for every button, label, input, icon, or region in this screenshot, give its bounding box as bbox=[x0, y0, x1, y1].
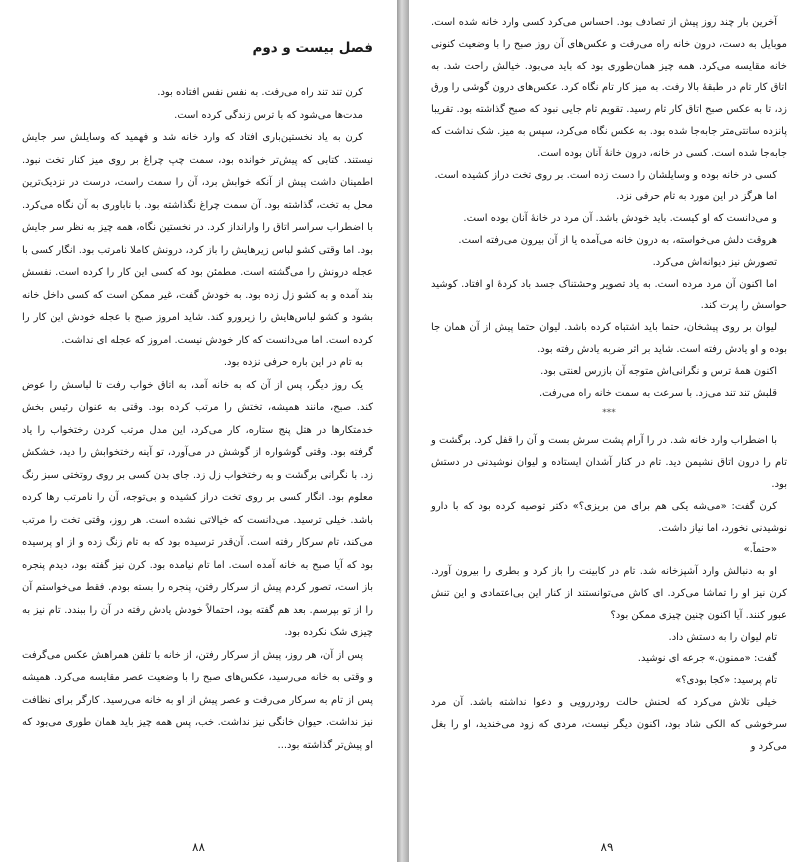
paragraph: پس از آن، هر روز، پیش از سرکار رفتن، از خانه با تلفن همراهش عکس می‌گرفت و وقتی به خانه می‌رسید، عکس‌های صبح را با وضعیت عصر مقایسه می‌کرد. همیشه پس از تام به سرکار می‌رفت و عصر پیش از او به خانه می‌رسید. کارگر برای نظافت نیز نداشت. حیوان خانگی نیز نداشت. خب، پس همه چیز باید همان طوری می‌بود که او پیش‌تر گذاشته بود... bbox=[22, 649, 373, 751]
paragraph: کرن گفت: «می‌شه یکی هم برای من بریزی؟» دکتر توصیه کرده بود که با دارو نوشیدنی نخورد، اما نیاز داشت. bbox=[431, 500, 787, 534]
paragraph: مدت‌ها می‌شود که با ترس زندگی کرده است. bbox=[174, 109, 363, 121]
page-number-left: ۸۸ bbox=[192, 840, 205, 854]
paragraph: گفت: «ممنون.» جرعه ای نوشید. bbox=[637, 653, 777, 665]
paragraph: و می‌دانست که او کیست. باید خودش باشد. آن مرد در خانهٔ آنان بوده است. bbox=[463, 213, 777, 225]
paragraph: یک روز دیگر، پس از آن که به خانه آمد، به اتاق خواب رفت تا لباسش را عوض کند. صبح، مانند همیشه، تختش را مرتب کرده بود. وقتی به عنوان رئیس بخش خدمتکارها در هتل پنج ستاره، کار می‌کرد، این مدل مرتب کردن رختخواب را یاد گرفته بود. وقتی گوشواره از گوشش در می‌آورد، تو آینه رختخوابش را دید، خشکش زد. با نگرانی برگشت و به رختخواب زل زد. جای بدن کسی بر روی روتختی سبز رنگ معلوم بود. انگار کسی بر روی تخت دراز کشیده و بی‌توجه، آن را نامرتب رها کرده باشد. خیلی ترسید. می‌دانست که خیالاتی نشده است. هر روز، وقتی تخت را مرتب می‌کند، تام سرکار رفته است. آن‌قدر ترسیده بود که به تام زنگ زده و از او پرسیده بود که آیا صبح به خانه آمده است. اما تام نیامده بود. کرن نیز گفته بود، دیدم پنجره باز است، تصور کردم پیش از سرکار رفتن، پنجره را بسته بودم. فقط می‌خواستم آن را از تو بپرسم. بعد هم گفته بود، احتمالاً خودش یادش رفته در آن را ببندد. تام نیز به چیزی شک نکرده بود. bbox=[22, 379, 373, 638]
paragraph: خیلی تلاش می‌کرد که لحنش حالت رودررویی و دعوا نداشته باشد. آن مرد سرخوشی که الکی شاد بود، اکنون دیگر نیست، مردی که زود می‌خندید، او را بغل می‌کرد و bbox=[431, 696, 787, 752]
left-page bbox=[0, 0, 397, 862]
paragraph: اکنون همهٔ ترس و نگرانی‌اش متوجه آن بازرس لعنتی بود. bbox=[540, 365, 777, 377]
paragraph: تام لیوان را به دستش داد. bbox=[668, 631, 777, 643]
chapter-title: فصل بیست و دوم bbox=[252, 40, 373, 56]
paragraph: کرن تند تند راه می‌رفت. به نفس نفس افتاده بود. bbox=[157, 87, 363, 98]
paragraph: اما اکنون آن مرد مرده است. به یاد تصویر وحشتناک جسد باد کردهٔ او افتاد. کوشید حواسش را پرت کند. bbox=[431, 278, 787, 312]
right-page bbox=[409, 0, 805, 862]
paragraph: با اضطراب وارد خانه شد. در را آرام پشت سرش بست و آن را قفل کرد. برگشت و تام را درون اتاق نشیمن دید. تام در کنار آشدان ایستاده و لیوان نوشیدنی در دستش بود. bbox=[431, 435, 787, 490]
left-page-body bbox=[22, 82, 373, 757]
right-page-body-bottom bbox=[431, 430, 787, 757]
paragraph: هروقت دلش می‌خواسته، به درون خانه می‌آمده یا از آن بیرون می‌رفته است. bbox=[458, 234, 777, 246]
paragraph: تصورش نیز دیوانه‌اش می‌کرد. bbox=[652, 256, 777, 268]
section-separator: *** bbox=[602, 408, 616, 419]
right-page-body-top bbox=[431, 12, 787, 404]
paragraph: لیوان بر روی پیشخان، حتما باید اشتباه کرده باشد. لیوان حتما پیش از آن همان جا بوده و او یادش رفته است. شاید بر اثر ضربه یادش رفته بود. bbox=[431, 322, 787, 355]
paragraph: «حتماً.» bbox=[743, 544, 777, 556]
paragraph: آخرین بار چند روز پیش از تصادف بود. احساس می‌کرد کسی وارد خانه شده است. موبایل به دست، درون خانه راه می‌رفت و عکس‌های آن روز صبح را با وضعیت کنونی خانه مقایسه می‌کرد. همه چیز همان‌طوری بود که باید می‌بود. خیالش راحت شد. به اتاق کار تام در طبقهٔ بالا رفت. به میز کار تام نگاه کرد. عکس‌های درون گوشی را ورق زد، تا به عکس صبح اتاق کار تام رسید. تقویم تام جایی نبود که صبح گذاشته بود. تقریبا پانزده سانتی‌متر جابه‌جا شده بود. به عکس نگاه می‌کرد، سپس به میز. شک نداشت که جابه‌جا شده است. کسی در خانه، درون خانهٔ آنان بوده است. bbox=[431, 17, 787, 159]
paragraph: قلبش تند تند می‌زد. با سرعت به سمت خانه راه می‌رفت. bbox=[538, 387, 777, 399]
page-number-right: ۸۹ bbox=[600, 840, 614, 854]
paragraph: کرن به یاد نخستین‌باری افتاد که وارد خانه شد و فهمید که وسایلش سر جایش نیستند. کتابی که پیش‌تر خوانده بود، سمت چپ چراغ بر روی میز کنار تخت نبود. اطمینان داشت پیش از آنکه خوابش برد، آن را سمت راست، درست در نزدیک‌ترین محل به تخت، گذاشته بود. آن سمت چراغ نگذاشته بود. با ناباوری به آن نگاه می‌کرد. با اضطراب سراسر اتاق را وارانداز کرد. در نخستین نگاه، همه چیز به نظر سر جایش بود. اما وقتی کشو لباس زیرهایش را باز کرد، درونش کاملا نامرتب بود. انگار کسی با عجله درونش را می‌گشته است. مطمئن بود که کسی این کار را کرده است. نفسش بند آمده و به کشو زل زده بود. به خودش گفت، غیر ممکن است که کسی داخل خانه بشود و کشو لباس‌هایش را زیرورو کند. شاید امروز صبح با عجله خودش این کار را کرده است. اما می‌دانست که کار خودش نیست. امروز که عجله ای نداشت. bbox=[22, 132, 373, 346]
paragraph: او به دنبالش وارد آشپزخانه شد. تام در کابینت را باز کرد و بطری را بیرون آورد. کرن نیز او را تماشا می‌کرد. ای کاش می‌توانستند از کنار این بی‌اعتمادی و این تنش عبور کنند. آیا اکنون چنین چیزی ممکن بود؟ bbox=[431, 566, 787, 621]
paragraph: کسی در خانه بوده و وسایلشان را دست زده است. بر روی تخت دراز کشیده است. bbox=[434, 169, 777, 181]
paragraph: به تام در این باره حرفی نزده بود. bbox=[223, 357, 363, 368]
book-gutter bbox=[397, 0, 409, 862]
paragraph: تام پرسید: «کجا بودی؟» bbox=[675, 675, 777, 687]
paragraph: اما هرگز در این مورد به تام حرفی نزد. bbox=[616, 191, 777, 203]
